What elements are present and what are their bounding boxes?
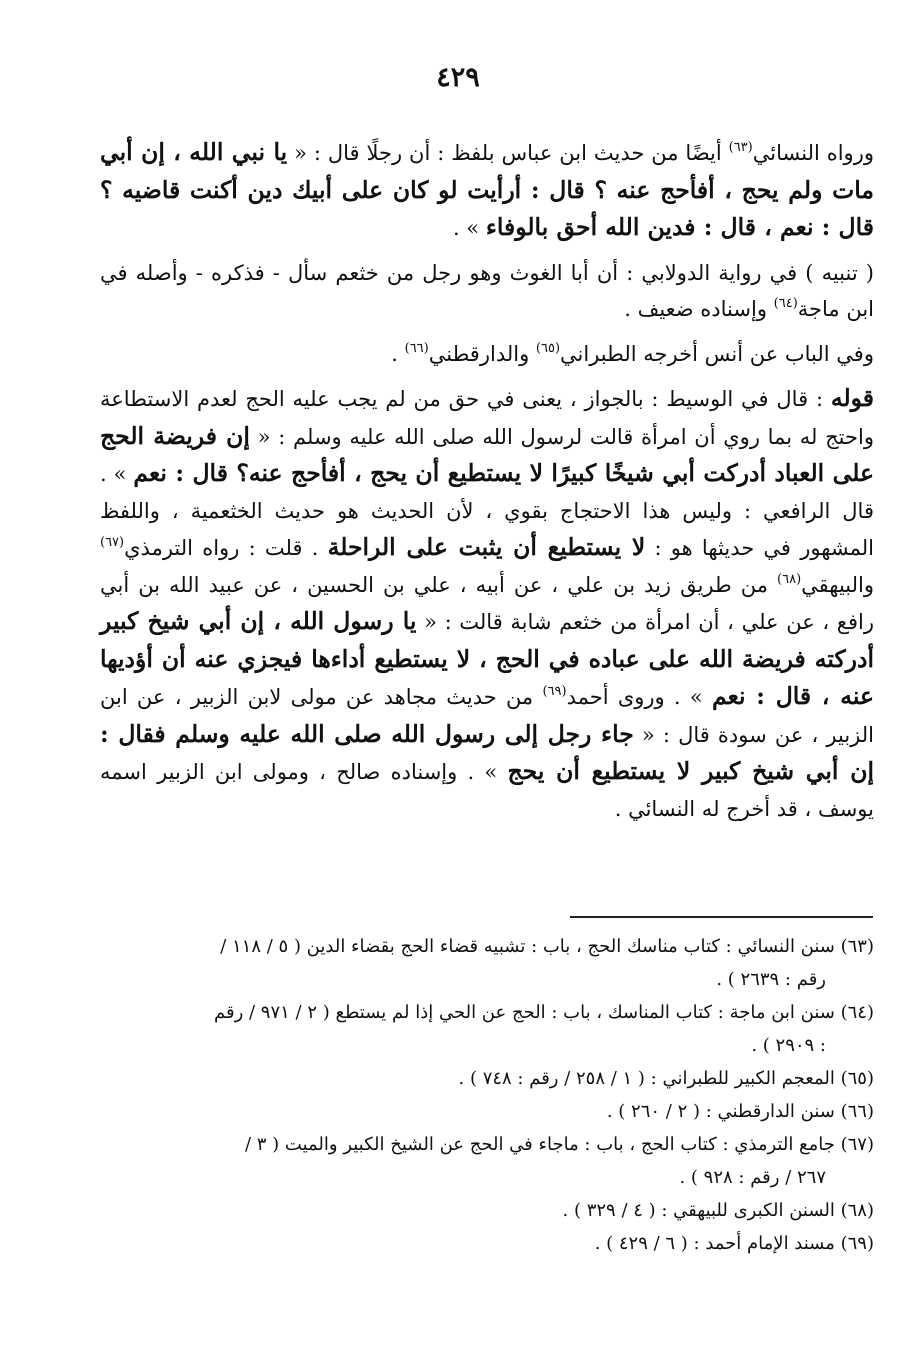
footnote-64 <box>100 996 874 1029</box>
text-span: » . وإسناده صالح ، ومولى ابن الزبير اسمه يوسف ، قد أخرج له النسائي . <box>100 760 874 821</box>
text-span: من طريق زيد بن علي ، عن أبيه ، علي بن الحسين ، عن عبيد الله بن أبي رافع ، عن علي ، أن امرأة من خثعم شابة قالت : « <box>100 572 874 634</box>
footnote-63-continuation <box>100 963 874 996</box>
footnote-text: (٦٩) مسند الإمام أحمد : ( ٦ / ٤٢٩ ) . <box>594 1233 874 1254</box>
hadith-quote: يا رسول الله ، إن أبي شيخ كبير أدركته فريضة الله على عباده في الحج ، لا يستطيع أداءها فيجزي عنه أن أؤديها عنه ، قال : نعم <box>100 607 874 710</box>
text-span: ورواه النسائي <box>752 141 874 165</box>
text-span: من حديث مجاهد عن مولى لابن الزبير ، عن ابن الزبير ، عن سودة قال : « <box>100 685 874 747</box>
paragraph-tanbih <box>100 255 874 328</box>
text-span: وإسناده ضعيف . <box>624 297 774 321</box>
footnote-ref-68: (٦٨) <box>777 571 802 587</box>
footnote-65 <box>100 1062 874 1095</box>
footnote-text: (٦٣) سنن النسائي : كتاب مناسك الحج ، باب : تشبيه قضاء الحج بقضاء الدين ( ٥ / ١١٨ / <box>220 936 874 957</box>
footnote-ref-66: (٦٦) <box>404 340 429 356</box>
footnote-divider <box>570 916 873 918</box>
footnote-text: : ٢٩٠٩ ) . <box>751 1035 826 1056</box>
footnote-64-continuation <box>100 1029 874 1062</box>
footnotes <box>100 930 874 1260</box>
paragraph-nasai <box>100 134 874 247</box>
footnote-text: رقم : ٢٦٣٩ ) . <box>716 969 826 990</box>
hadith-quote: إن فريضة الحج على العباد أدركت أبي شيخًا كبيرًا لا يستطيع أن يحج ، أفأحج عنه؟ قال : نعم <box>100 421 875 487</box>
hadith-quote: جاء رجل إلى رسول الله صلى الله عليه وسلم فقال : إن أبي شيخ كبير لا يستطيع أن يحج <box>100 719 874 785</box>
text-span: » . قال الرافعي : وليس هذا الاحتجاج بقوي ، لأن الحديث هو حديث الخثعمية ، واللفظ المشهور في حديثها هو : <box>100 462 874 560</box>
qawluh-label: قوله <box>830 384 874 412</box>
footnote-63 <box>100 930 874 963</box>
page-number: ٤٢٩ <box>436 62 480 93</box>
hadith-quote: يا نبي الله ، إن أبي مات ولم يحج ، أفأحج عنه ؟ قال : أرأيت لو كان على أبيك دين أكنت قاضيه ؟ قال : نعم ، قال : فدين الله أحق بالوفاء <box>100 138 874 241</box>
paragraph-qawluh <box>100 380 874 827</box>
footnote-69 <box>100 1227 874 1260</box>
footnote-text: (٦٤) سنن ابن ماجة : كتاب المناسك ، باب : الحج عن الحي إذا لم يستطع ( ٢ / ٩٧١ / رقم <box>214 1002 874 1023</box>
footnote-text: ٢٦٧ / رقم : ٩٢٨ ) . <box>679 1167 826 1188</box>
footnote-ref-64: (٦٤) <box>773 296 798 311</box>
footnote-ref-69: (٦٩) <box>542 684 567 699</box>
footnote-text: (٦٧) جامع الترمذي : كتاب الحج ، باب : ماجاء في الحج عن الشيخ الكبير والميت ( ٣ / <box>244 1134 874 1155</box>
main-text <box>100 134 874 827</box>
footnote-ref-63: (٦٣) <box>728 140 753 155</box>
text-span: وفي الباب عن أنس أخرجه الطبراني <box>560 341 874 366</box>
text-span: » . وروى أحمد <box>566 685 712 709</box>
paragraph-anas <box>100 336 874 373</box>
footnote-66 <box>100 1095 874 1128</box>
text-span: : قال في الوسيط : بالجواز ، يعنى في حق من لم يجب عليه الحج لعدم الاستطاعة واحتج له بما روي أن امرأة قالت لرسول الله صلى الله عليه وسلم : « <box>100 387 874 449</box>
text-span: . <box>391 341 405 366</box>
footnote-67-continuation <box>100 1161 874 1194</box>
text-span: أيضًا من حديث ابن عباس بلفظ : أن رجلًا قال : « <box>287 141 729 165</box>
hadith-quote: لا يستطيع أن يثبت على الراحلة <box>327 533 646 561</box>
text-span: ( تنبيه ) في رواية الدولابي : أن أبا الغوث وهو رجل من خثعم سأل - فذكره - وأصله في ابن ماجة <box>100 260 874 321</box>
footnote-68 <box>100 1194 874 1227</box>
footnote-67 <box>100 1128 874 1161</box>
footnote-ref-67: (٦٧) <box>100 535 125 550</box>
footnote-text: (٦٦) سنن الدارقطني : ( ٢ / ٢٦٠ ) . <box>606 1101 874 1122</box>
text-span: والبيهقي <box>801 572 874 597</box>
footnote-text: (٦٥) المعجم الكبير للطبراني : ( ١ / ٢٥٨ / رقم : ٧٤٨ ) . <box>458 1068 874 1089</box>
text-span: » . <box>452 216 486 240</box>
footnote-text: (٦٨) السنن الكبرى للبيهقي : ( ٤ / ٣٢٩ ) . <box>562 1200 874 1221</box>
text-span: والدارقطني <box>428 341 536 366</box>
text-span: . قلت : رواه الترمذي <box>124 536 328 560</box>
footnote-ref-65: (٦٥) <box>535 340 561 356</box>
